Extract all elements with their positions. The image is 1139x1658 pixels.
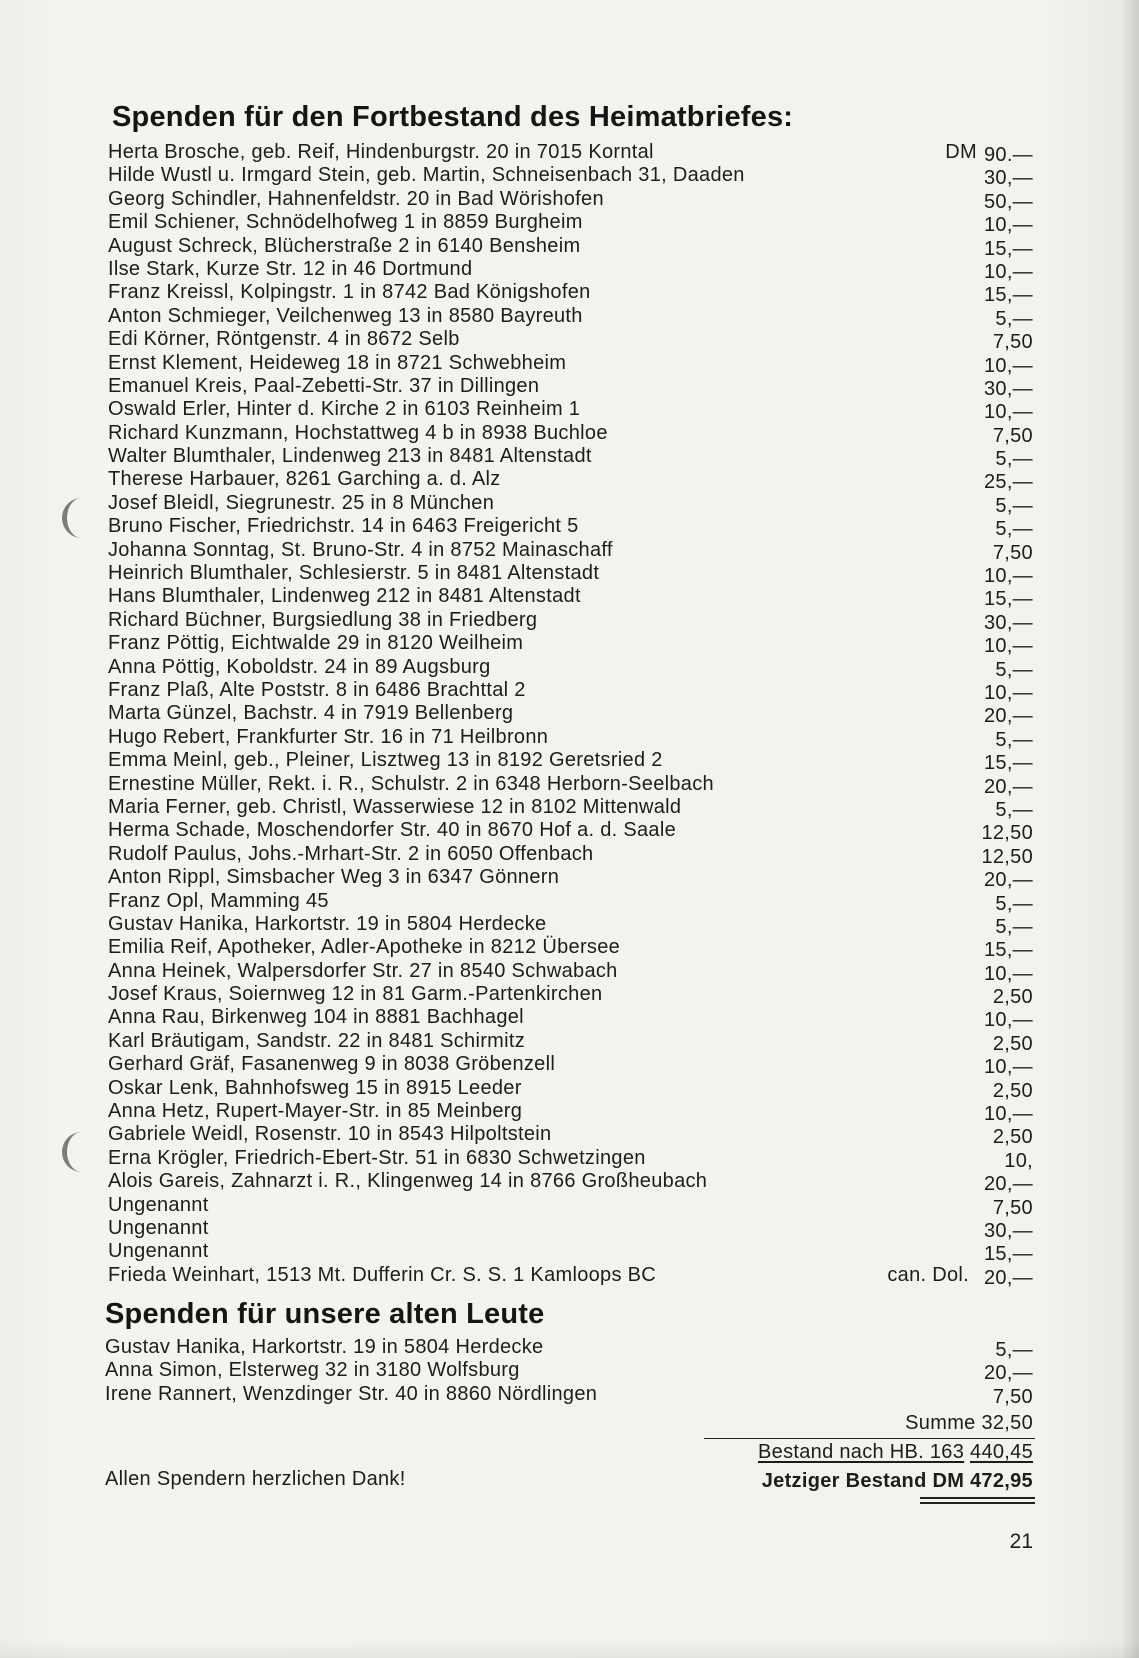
donation-amount: 15,— <box>983 237 1033 260</box>
donor-row <box>108 656 1033 679</box>
donation-currency: can. Dol. <box>887 1263 969 1286</box>
donor-list-alte-leute <box>105 1336 1033 1406</box>
bestand-value: 440,45 <box>970 1441 1033 1463</box>
donor-row <box>108 492 1033 515</box>
donation-amount: 20,— <box>983 775 1033 798</box>
donation-amount: 5,— <box>995 448 1033 471</box>
donation-amount: 30,— <box>983 377 1033 400</box>
donation-amount: 10,— <box>983 962 1033 985</box>
donor-row <box>108 211 1033 237</box>
donor-name: Franz Pöttig, Eichtwalde 29 in 8120 Weilheim <box>108 632 524 655</box>
donation-amount: 2,50 <box>992 1126 1033 1149</box>
donor-name: Josef Bleidl, Siegrunestr. 25 in 8 München <box>108 491 495 514</box>
donation-amount: 20,— <box>983 869 1033 892</box>
donor-row <box>108 609 1033 632</box>
donor-name: Maria Ferner, geb. Christl, Wasserwiese 12 in 8102 Mittenwald <box>108 795 682 818</box>
jetziger-bestand-line <box>762 1470 1033 1493</box>
donor-name: Alois Gareis, Zahnarzt i. R., Klingenweg 14 in 8766 Großheubach <box>108 1170 708 1193</box>
punch-hole-lower <box>62 1132 101 1172</box>
donor-row <box>108 1006 1033 1032</box>
donation-amount: 5,— <box>995 494 1033 517</box>
donor-name: Richard Kunzmann, Hochstattweg 4 b in 8938 Buchloe <box>108 421 608 444</box>
donor-name: Oswald Erler, Hinter d. Kirche 2 in 6103 Reinheim 1 <box>108 398 581 421</box>
summe-line <box>905 1412 1033 1435</box>
donor-row <box>108 164 1033 190</box>
donation-amount: 5,— <box>995 658 1033 681</box>
donor-row <box>108 866 1033 892</box>
donation-amount: 7,50 <box>992 1385 1033 1408</box>
summe-value: 32,50 <box>981 1412 1033 1434</box>
donation-amount: 5,— <box>995 798 1033 821</box>
thanks-note: Allen Spendern herzlichen Dank! <box>105 1468 406 1490</box>
donor-row <box>108 913 1033 936</box>
donation-amount: 7,50 <box>992 541 1033 564</box>
donation-amount: 7,50 <box>992 1196 1033 1219</box>
donor-row <box>108 468 1033 494</box>
donation-amount: 7,50 <box>992 424 1033 447</box>
donation-amount: 12,50 <box>981 845 1033 868</box>
donor-name: Erna Krögler, Friedrich-Ebert-Str. 51 in 6830 Schwetzingen <box>108 1146 646 1169</box>
donor-row <box>108 936 1033 962</box>
donation-amount: 25,— <box>983 471 1033 494</box>
donor-row <box>108 679 1033 702</box>
donor-name: Ernestine Müller, Rekt. i. R., Schulstr. 2 in 6348 Herborn-Seelbach <box>108 772 714 795</box>
donor-name: Heinrich Blumthaler, Schlesierstr. 5 in 8481 Altenstadt <box>108 562 600 585</box>
donation-amount: 10,— <box>983 1056 1033 1079</box>
donor-name: Gustav Hanika, Harkortstr. 19 in 5804 Herdecke <box>108 912 547 935</box>
donor-name: Anna Simon, Elsterweg 32 in 3180 Wolfsburg <box>105 1359 520 1382</box>
donor-name: Karl Bräutigam, Sandstr. 22 in 8481 Schirmitz <box>108 1029 526 1052</box>
donation-amount: 10,— <box>983 681 1033 704</box>
donation-amount: 20,— <box>983 705 1033 728</box>
donor-row <box>108 585 1033 611</box>
donation-amount: 2,50 <box>992 1032 1033 1055</box>
donor-name: Johanna Sonntag, St. Bruno-Str. 4 in 8752 Mainaschaff <box>108 538 613 561</box>
donor-row <box>108 843 1033 866</box>
donor-name: Emma Meinl, geb., Pleiner, Lisztweg 13 in 8192 Geretsried 2 <box>108 749 663 772</box>
donation-amount: 15,— <box>983 939 1033 962</box>
donor-row <box>108 352 1033 375</box>
donor-row <box>108 1170 1033 1196</box>
donation-amount: 2,50 <box>992 1079 1033 1102</box>
donor-name: Edi Körner, Röntgenstr. 4 in 8672 Selb <box>108 328 460 351</box>
donor-name: Emil Schiener, Schnödelhofweg 1 in 8859 Burgheim <box>108 211 583 234</box>
donor-name: Richard Büchner, Burgsiedlung 38 in Friedberg <box>108 608 538 631</box>
donation-amount: 90.— <box>983 144 1033 166</box>
donor-name: Josef Kraus, Soiernweg 12 in 81 Garm.-Partenkirchen <box>108 983 603 1006</box>
donation-amount: 15,— <box>983 1243 1033 1266</box>
jetziger-bestand-value: DM 472,95 <box>932 1470 1033 1492</box>
donor-name: Ungenannt <box>108 1240 209 1263</box>
donor-row <box>108 1030 1033 1053</box>
summe-rule <box>704 1438 1035 1439</box>
donation-amount: 12,50 <box>981 822 1033 845</box>
donor-row <box>108 1100 1033 1126</box>
donation-amount: 10,— <box>983 260 1033 283</box>
donor-row <box>105 1359 1033 1385</box>
donor-row <box>108 1194 1033 1217</box>
donor-row <box>108 1264 1033 1287</box>
donor-name: Ungenannt <box>108 1193 209 1216</box>
donation-amount: 30,— <box>983 1219 1033 1242</box>
donation-amount: 5,— <box>995 307 1033 330</box>
donor-name: Franz Kreissl, Kolpingstr. 1 in 8742 Bad Königshofen <box>108 281 591 304</box>
donor-name: Hugo Rebert, Frankfurter Str. 16 in 71 Heilbronn <box>108 725 549 748</box>
donor-name: Anna Pöttig, Koboldstr. 24 in 89 Augsburg <box>108 655 491 678</box>
donor-name: Anton Rippl, Simsbacher Weg 3 in 6347 Gönnern <box>108 866 560 889</box>
donation-amount: 2,50 <box>992 986 1033 1009</box>
donor-row <box>108 328 1033 354</box>
donor-row <box>108 960 1033 983</box>
punch-hole-upper <box>62 498 101 538</box>
donor-name: Gustav Hanika, Harkortstr. 19 in 5804 Herdecke <box>105 1336 544 1358</box>
donor-row <box>108 983 1033 1009</box>
donor-name: Anna Rau, Birkenweg 104 in 8881 Bachhagel <box>108 1006 524 1029</box>
donation-amount: 10, <box>1004 1149 1033 1172</box>
donation-amount: 10,— <box>983 354 1033 377</box>
donation-amount: 5,— <box>995 728 1033 751</box>
summe-label: Summe <box>905 1412 976 1434</box>
donation-amount: 10,— <box>983 214 1033 237</box>
donor-name: Therese Harbauer, 8261 Garching a. d. Alz <box>108 468 501 491</box>
donor-name: Anna Heinek, Walpersdorfer Str. 27 in 8540 Schwabach <box>108 959 618 982</box>
donor-row <box>108 726 1033 749</box>
donor-row <box>108 1240 1033 1266</box>
donor-row <box>108 258 1033 281</box>
page-edge-shadow <box>1121 0 1139 1658</box>
donor-name: Rudolf Paulus, Johs.-Mrhart-Str. 2 in 6050 Offenbach <box>108 842 594 865</box>
donor-name: Franz Plaß, Alte Poststr. 8 in 6486 Brachttal 2 <box>108 678 526 701</box>
donor-name: Irene Rannert, Wenzdinger Str. 40 in 8860 Nördlingen <box>105 1382 598 1405</box>
donor-name: Emilia Reif, Apotheker, Adler-Apotheke in 8212 Übersee <box>108 936 621 959</box>
donor-row <box>108 562 1033 588</box>
donor-name: Herta Brosche, geb. Reif, Hindenburgstr. 20 in 7015 Korntal <box>108 141 654 163</box>
donation-amount: 10,— <box>983 1009 1033 1032</box>
donation-amount: 5,— <box>995 892 1033 915</box>
donor-row <box>108 1077 1033 1100</box>
donor-row <box>108 141 1033 164</box>
bestand-label: Bestand nach HB. 163 <box>758 1441 965 1463</box>
total-double-rule-1 <box>920 1497 1035 1499</box>
donor-row <box>108 1217 1033 1240</box>
donor-name: Ungenannt <box>108 1216 209 1239</box>
donation-amount: 30,— <box>983 167 1033 190</box>
donation-amount: 10,— <box>983 635 1033 658</box>
donor-name: Emanuel Kreis, Paal-Zebetti-Str. 37 in Dillingen <box>108 374 540 397</box>
page-bottom-band <box>0 1640 1139 1658</box>
donor-row <box>105 1336 1033 1359</box>
donor-name: Anton Schmieger, Veilchenweg 13 in 8580 Bayreuth <box>108 304 583 327</box>
donor-name: Ilse Stark, Kurze Str. 12 in 46 Dortmund <box>108 257 473 280</box>
donor-row <box>108 422 1033 445</box>
donor-row <box>108 796 1033 819</box>
donation-amount: 50,— <box>983 190 1033 213</box>
donor-list-fortbestand <box>108 141 1033 1287</box>
donor-name: Oskar Lenk, Bahnhofsweg 15 in 8915 Leeder <box>108 1076 522 1099</box>
donor-name: Hans Blumthaler, Lindenweg 212 in 8481 Altenstadt <box>108 585 581 608</box>
donor-row <box>108 235 1033 258</box>
donor-row <box>105 1383 1033 1406</box>
donation-amount: 20,— <box>983 1362 1033 1385</box>
donation-amount: 10,— <box>983 401 1033 424</box>
donor-name: Walter Blumthaler, Lindenweg 213 in 8481 Altenstadt <box>108 445 592 468</box>
donor-row <box>108 188 1033 211</box>
donor-name: Franz Opl, Mamming 45 <box>108 889 329 912</box>
donor-name: Herma Schade, Moschendorfer Str. 40 in 8670 Hof a. d. Saale <box>108 819 677 842</box>
donor-row <box>108 515 1033 541</box>
donor-row <box>108 281 1033 307</box>
donation-amount: 5,— <box>995 1339 1033 1361</box>
donor-name: Gabriele Weidl, Rosenstr. 10 in 8543 Hilpoltstein <box>108 1123 552 1146</box>
donor-row <box>108 1147 1033 1170</box>
page-number: 21 <box>1009 1530 1033 1553</box>
donor-name: Gerhard Gräf, Fasanenweg 9 in 8038 Gröbenzell <box>108 1053 556 1076</box>
donor-name: Marta Günzel, Bachstr. 4 in 7919 Bellenberg <box>108 702 514 725</box>
donor-row <box>108 702 1033 728</box>
donor-name: Bruno Fischer, Friedrichstr. 14 in 6463 Freigericht 5 <box>108 515 579 538</box>
donor-row <box>108 749 1033 775</box>
donor-row <box>108 375 1033 398</box>
donation-amount: 15,— <box>983 588 1033 611</box>
donor-row <box>108 1053 1033 1079</box>
donor-row <box>108 539 1033 562</box>
jetziger-bestand-label: Jetziger Bestand <box>761 1470 927 1492</box>
donor-row <box>108 305 1033 328</box>
donation-amount: 20,— <box>983 1173 1033 1196</box>
donor-name: Ernst Klement, Heideweg 18 in 8721 Schwebheim <box>108 351 567 374</box>
donor-row <box>108 1123 1033 1149</box>
donor-name: Georg Schindler, Hahnenfeldstr. 20 in Bad Wörishofen <box>108 187 604 210</box>
donation-amount: 15,— <box>983 284 1033 307</box>
donation-amount: 10,— <box>983 565 1033 588</box>
donation-amount: 30,— <box>983 611 1033 634</box>
donation-amount: 10,— <box>983 1103 1033 1126</box>
donation-amount: 15,— <box>983 752 1033 775</box>
donor-name: Frieda Weinhart, 1513 Mt. Dufferin Cr. S. S. 1 Kamloops BC <box>108 1263 657 1286</box>
donation-currency: DM <box>945 141 977 163</box>
donation-amount: 7,50 <box>992 331 1033 354</box>
total-double-rule-2 <box>920 1502 1035 1504</box>
donor-row <box>108 398 1033 424</box>
donor-name: Hilde Wustl u. Irmgard Stein, geb. Martin, Schneisenbach 31, Daaden <box>108 164 745 187</box>
donor-row <box>108 632 1033 658</box>
donor-row <box>108 445 1033 471</box>
donor-name: August Schreck, Blücherstraße 2 in 6140 Bensheim <box>108 234 581 257</box>
section-heading-alte-leute: Spenden für unsere alten Leute <box>105 1298 545 1330</box>
donor-row <box>108 773 1033 796</box>
donation-amount: 5,— <box>995 915 1033 938</box>
donor-row <box>108 890 1033 913</box>
donation-amount: 5,— <box>995 518 1033 541</box>
bestand-line <box>758 1441 1033 1464</box>
donation-amount: 20,— <box>983 1266 1033 1289</box>
donor-row <box>108 819 1033 845</box>
donor-name: Anna Hetz, Rupert-Mayer-Str. in 85 Meinberg <box>108 1100 523 1123</box>
section-heading-fortbestand: Spenden für den Fortbestand des Heimatbriefes: <box>112 101 794 133</box>
